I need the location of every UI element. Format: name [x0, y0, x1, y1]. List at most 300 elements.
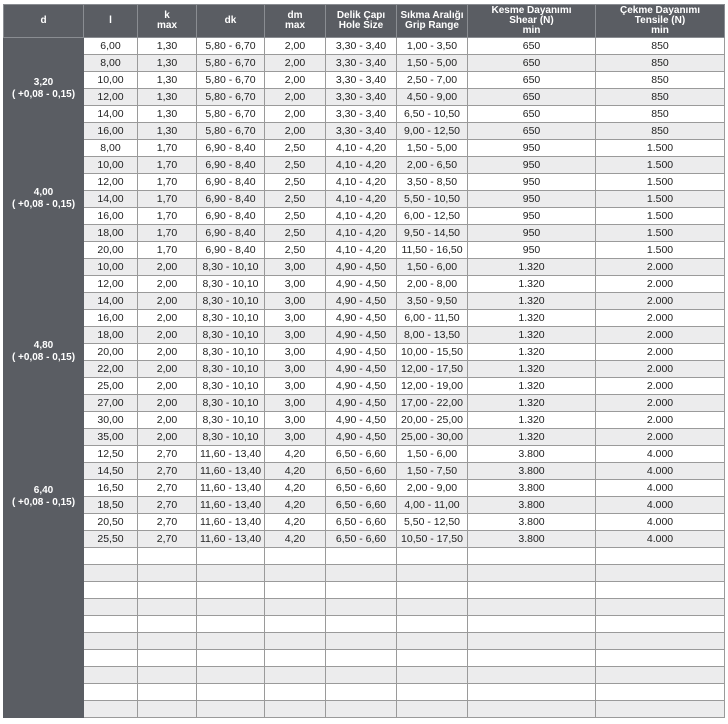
cell-grip-range: 12,00 - 19,00 — [397, 378, 468, 395]
cell-dm-max: 3,00 — [265, 327, 326, 344]
cell-k-max: 1,70 — [138, 225, 197, 242]
cell-tensile: 1.500 — [596, 140, 725, 157]
diameter-group-label: 3,20 ( +0,08 - 0,15) — [4, 38, 84, 140]
table-row — [4, 344, 725, 361]
header-d: d — [4, 5, 84, 38]
cell-shear: 950 — [468, 140, 596, 157]
cell-shear: 650 — [468, 72, 596, 89]
empty-row — [4, 565, 725, 582]
empty-cell — [265, 633, 326, 650]
cell-dm-max: 4,20 — [265, 497, 326, 514]
table-row — [4, 259, 725, 276]
cell-dm-max: 2,00 — [265, 106, 326, 123]
table-body — [4, 38, 725, 718]
cell-l: 14,00 — [84, 106, 138, 123]
cell-tensile: 2.000 — [596, 429, 725, 446]
cell-hole-size: 4,10 - 4,20 — [326, 242, 397, 259]
header-shear: Kesme Dayanımı Shear (N) min — [468, 5, 596, 38]
empty-row — [4, 616, 725, 633]
empty-cell — [468, 565, 596, 582]
empty-cell — [265, 565, 326, 582]
cell-tensile: 850 — [596, 123, 725, 140]
cell-k-max: 1,70 — [138, 208, 197, 225]
cell-l: 10,00 — [84, 259, 138, 276]
cell-grip-range: 4,50 - 9,00 — [397, 89, 468, 106]
table-row — [4, 429, 725, 446]
empty-cell — [138, 701, 197, 718]
cell-grip-range: 8,00 - 13,50 — [397, 327, 468, 344]
cell-dm-max: 3,00 — [265, 293, 326, 310]
cell-k-max: 1,70 — [138, 242, 197, 259]
empty-cell — [596, 684, 725, 701]
cell-l: 18,00 — [84, 225, 138, 242]
header-l: l — [84, 5, 138, 38]
cell-l: 14,00 — [84, 191, 138, 208]
empty-cell — [265, 548, 326, 565]
empty-cell — [197, 667, 265, 684]
cell-l: 20,50 — [84, 514, 138, 531]
cell-tensile: 1.500 — [596, 242, 725, 259]
cell-k-max: 2,00 — [138, 276, 197, 293]
cell-grip-range: 1,50 - 5,00 — [397, 55, 468, 72]
table-row — [4, 242, 725, 259]
empty-cell — [397, 633, 468, 650]
empty-cell — [197, 582, 265, 599]
cell-grip-range: 10,50 - 17,50 — [397, 531, 468, 548]
cell-shear: 1.320 — [468, 412, 596, 429]
cell-l: 8,00 — [84, 55, 138, 72]
empty-cell — [326, 650, 397, 667]
cell-hole-size: 4,90 - 4,50 — [326, 395, 397, 412]
table-row — [4, 89, 725, 106]
empty-row — [4, 684, 725, 701]
cell-shear: 3.800 — [468, 446, 596, 463]
cell-dk: 8,30 - 10,10 — [197, 293, 265, 310]
cell-l: 30,00 — [84, 412, 138, 429]
empty-cell — [84, 548, 138, 565]
cell-grip-range: 12,00 - 17,50 — [397, 361, 468, 378]
cell-dk: 6,90 - 8,40 — [197, 225, 265, 242]
cell-dk: 6,90 - 8,40 — [197, 208, 265, 225]
cell-shear: 1.320 — [468, 310, 596, 327]
cell-dk: 5,80 - 6,70 — [197, 106, 265, 123]
cell-shear: 1.320 — [468, 293, 596, 310]
cell-k-max: 2,00 — [138, 259, 197, 276]
cell-k-max: 2,70 — [138, 497, 197, 514]
cell-dm-max: 3,00 — [265, 412, 326, 429]
header-k-max: k max — [138, 5, 197, 38]
cell-k-max: 1,30 — [138, 106, 197, 123]
cell-k-max: 2,00 — [138, 344, 197, 361]
empty-row — [4, 633, 725, 650]
cell-l: 25,50 — [84, 531, 138, 548]
cell-grip-range: 2,00 - 9,00 — [397, 480, 468, 497]
cell-k-max: 2,70 — [138, 514, 197, 531]
cell-dm-max: 4,20 — [265, 446, 326, 463]
cell-hole-size: 3,30 - 3,40 — [326, 55, 397, 72]
header-grip-range: Sıkma Aralığı Grip Range — [397, 5, 468, 38]
empty-cell — [84, 616, 138, 633]
cell-shear: 650 — [468, 89, 596, 106]
cell-shear: 950 — [468, 208, 596, 225]
cell-hole-size: 3,30 - 3,40 — [326, 123, 397, 140]
cell-shear: 1.320 — [468, 429, 596, 446]
empty-cell — [326, 565, 397, 582]
cell-dm-max: 2,50 — [265, 208, 326, 225]
cell-shear: 1.320 — [468, 361, 596, 378]
empty-cell — [326, 667, 397, 684]
cell-hole-size: 4,10 - 4,20 — [326, 174, 397, 191]
cell-dm-max: 4,20 — [265, 463, 326, 480]
empty-cell — [265, 684, 326, 701]
cell-dk: 8,30 - 10,10 — [197, 344, 265, 361]
table-row — [4, 361, 725, 378]
cell-tensile: 4.000 — [596, 480, 725, 497]
cell-grip-range: 3,50 - 8,50 — [397, 174, 468, 191]
empty-cell — [138, 667, 197, 684]
cell-k-max: 1,70 — [138, 191, 197, 208]
cell-k-max: 1,70 — [138, 140, 197, 157]
table-row — [4, 395, 725, 412]
cell-shear: 1.320 — [468, 276, 596, 293]
cell-dm-max: 3,00 — [265, 259, 326, 276]
table-row — [4, 480, 725, 497]
cell-l: 22,00 — [84, 361, 138, 378]
cell-hole-size: 4,90 - 4,50 — [326, 276, 397, 293]
empty-cell — [138, 650, 197, 667]
diameter-group-label: 4,80 ( +0,08 - 0,15) — [4, 259, 84, 446]
cell-dk: 8,30 - 10,10 — [197, 429, 265, 446]
cell-k-max: 2,00 — [138, 293, 197, 310]
cell-grip-range: 25,00 - 30,00 — [397, 429, 468, 446]
cell-grip-range: 2,00 - 6,50 — [397, 157, 468, 174]
table-row — [4, 123, 725, 140]
cell-grip-range: 1,50 - 6,00 — [397, 446, 468, 463]
empty-cell — [138, 582, 197, 599]
cell-k-max: 2,00 — [138, 378, 197, 395]
cell-dk: 5,80 - 6,70 — [197, 55, 265, 72]
cell-dm-max: 4,20 — [265, 514, 326, 531]
cell-dm-max: 2,00 — [265, 72, 326, 89]
cell-tensile: 1.500 — [596, 191, 725, 208]
cell-dm-max: 3,00 — [265, 395, 326, 412]
cell-l: 12,50 — [84, 446, 138, 463]
cell-dm-max: 2,50 — [265, 225, 326, 242]
cell-dk: 8,30 - 10,10 — [197, 361, 265, 378]
cell-shear: 950 — [468, 242, 596, 259]
cell-hole-size: 6,50 - 6,60 — [326, 497, 397, 514]
cell-l: 6,00 — [84, 38, 138, 55]
cell-shear: 1.320 — [468, 259, 596, 276]
cell-grip-range: 3,50 - 9,50 — [397, 293, 468, 310]
table-row — [4, 191, 725, 208]
empty-cell — [265, 701, 326, 718]
empty-cell — [326, 599, 397, 616]
cell-grip-range: 1,00 - 3,50 — [397, 38, 468, 55]
cell-l: 16,00 — [84, 208, 138, 225]
cell-shear: 1.320 — [468, 378, 596, 395]
empty-cell — [197, 565, 265, 582]
cell-hole-size: 4,90 - 4,50 — [326, 344, 397, 361]
cell-hole-size: 4,90 - 4,50 — [326, 378, 397, 395]
cell-shear: 3.800 — [468, 480, 596, 497]
cell-grip-range: 2,50 - 7,00 — [397, 72, 468, 89]
cell-k-max: 2,00 — [138, 395, 197, 412]
cell-dm-max: 2,00 — [265, 38, 326, 55]
cell-dk: 6,90 - 8,40 — [197, 157, 265, 174]
cell-k-max: 2,00 — [138, 327, 197, 344]
cell-shear: 950 — [468, 225, 596, 242]
header-row — [4, 5, 725, 38]
empty-cell — [265, 667, 326, 684]
cell-dk: 8,30 - 10,10 — [197, 259, 265, 276]
cell-l: 35,00 — [84, 429, 138, 446]
empty-cell — [397, 548, 468, 565]
empty-cell — [84, 701, 138, 718]
cell-l: 18,50 — [84, 497, 138, 514]
table-row — [4, 514, 725, 531]
cell-hole-size: 4,90 - 4,50 — [326, 429, 397, 446]
cell-hole-size: 4,90 - 4,50 — [326, 310, 397, 327]
cell-grip-range: 6,00 - 12,50 — [397, 208, 468, 225]
cell-shear: 650 — [468, 123, 596, 140]
cell-grip-range: 4,00 - 11,00 — [397, 497, 468, 514]
cell-dm-max: 2,50 — [265, 140, 326, 157]
cell-grip-range: 17,00 - 22,00 — [397, 395, 468, 412]
cell-dm-max: 2,00 — [265, 89, 326, 106]
cell-hole-size: 4,10 - 4,20 — [326, 140, 397, 157]
cell-l: 14,50 — [84, 463, 138, 480]
empty-cell — [84, 565, 138, 582]
empty-cell — [84, 633, 138, 650]
cell-k-max: 2,70 — [138, 446, 197, 463]
empty-cell — [326, 582, 397, 599]
cell-tensile: 2.000 — [596, 395, 725, 412]
empty-cell — [265, 582, 326, 599]
cell-grip-range: 9,00 - 12,50 — [397, 123, 468, 140]
table-row — [4, 208, 725, 225]
empty-cell — [596, 616, 725, 633]
cell-tensile: 1.500 — [596, 157, 725, 174]
table-row — [4, 327, 725, 344]
cell-dm-max: 4,20 — [265, 531, 326, 548]
cell-tensile: 2.000 — [596, 361, 725, 378]
empty-group-cell — [4, 548, 84, 718]
cell-hole-size: 4,90 - 4,50 — [326, 412, 397, 429]
cell-hole-size: 4,90 - 4,50 — [326, 361, 397, 378]
empty-cell — [397, 667, 468, 684]
cell-l: 16,00 — [84, 310, 138, 327]
empty-cell — [468, 701, 596, 718]
empty-cell — [84, 667, 138, 684]
empty-cell — [468, 548, 596, 565]
table-row — [4, 531, 725, 548]
empty-cell — [197, 599, 265, 616]
diameter-group-label: 4,00 ( +0,08 - 0,15) — [4, 140, 84, 259]
cell-k-max: 1,70 — [138, 157, 197, 174]
empty-cell — [468, 616, 596, 633]
cell-shear: 950 — [468, 174, 596, 191]
cell-l: 12,00 — [84, 174, 138, 191]
cell-dk: 8,30 - 10,10 — [197, 395, 265, 412]
table-row — [4, 55, 725, 72]
cell-dm-max: 3,00 — [265, 344, 326, 361]
cell-grip-range: 6,00 - 11,50 — [397, 310, 468, 327]
cell-k-max: 2,00 — [138, 361, 197, 378]
empty-cell — [197, 616, 265, 633]
cell-grip-range: 6,50 - 10,50 — [397, 106, 468, 123]
cell-tensile: 850 — [596, 106, 725, 123]
empty-row — [4, 667, 725, 684]
cell-shear: 650 — [468, 106, 596, 123]
cell-k-max: 1,70 — [138, 174, 197, 191]
table-row — [4, 446, 725, 463]
empty-cell — [596, 701, 725, 718]
cell-hole-size: 3,30 - 3,40 — [326, 72, 397, 89]
cell-l: 20,00 — [84, 344, 138, 361]
cell-shear: 3.800 — [468, 514, 596, 531]
empty-cell — [84, 582, 138, 599]
cell-tensile: 2.000 — [596, 378, 725, 395]
table-row — [4, 463, 725, 480]
cell-k-max: 2,00 — [138, 429, 197, 446]
cell-hole-size: 4,10 - 4,20 — [326, 225, 397, 242]
cell-tensile: 2.000 — [596, 344, 725, 361]
cell-k-max: 2,70 — [138, 531, 197, 548]
empty-cell — [468, 582, 596, 599]
cell-hole-size: 4,10 - 4,20 — [326, 208, 397, 225]
cell-l: 14,00 — [84, 293, 138, 310]
empty-row — [4, 650, 725, 667]
empty-cell — [397, 701, 468, 718]
cell-hole-size: 4,10 - 4,20 — [326, 157, 397, 174]
cell-dk: 8,30 - 10,10 — [197, 310, 265, 327]
cell-shear: 650 — [468, 55, 596, 72]
empty-cell — [596, 633, 725, 650]
cell-dm-max: 3,00 — [265, 310, 326, 327]
cell-tensile: 850 — [596, 38, 725, 55]
cell-dk: 5,80 - 6,70 — [197, 38, 265, 55]
cell-dm-max: 2,50 — [265, 174, 326, 191]
cell-k-max: 1,30 — [138, 38, 197, 55]
table-row — [4, 412, 725, 429]
table-row — [4, 293, 725, 310]
cell-grip-range: 9,50 - 14,50 — [397, 225, 468, 242]
empty-cell — [596, 667, 725, 684]
cell-dm-max: 3,00 — [265, 378, 326, 395]
cell-l: 10,00 — [84, 72, 138, 89]
cell-tensile: 4.000 — [596, 463, 725, 480]
header-dk: dk — [197, 5, 265, 38]
empty-cell — [468, 633, 596, 650]
cell-l: 16,00 — [84, 123, 138, 140]
cell-dm-max: 3,00 — [265, 429, 326, 446]
cell-shear: 1.320 — [468, 327, 596, 344]
empty-cell — [326, 616, 397, 633]
table-row — [4, 378, 725, 395]
header-dm-max: dm max — [265, 5, 326, 38]
empty-cell — [197, 548, 265, 565]
empty-cell — [468, 650, 596, 667]
empty-cell — [138, 684, 197, 701]
cell-dk: 11,60 - 13,40 — [197, 531, 265, 548]
cell-tensile: 1.500 — [596, 208, 725, 225]
empty-cell — [197, 701, 265, 718]
empty-cell — [265, 616, 326, 633]
cell-hole-size: 6,50 - 6,60 — [326, 446, 397, 463]
cell-dm-max: 2,50 — [265, 157, 326, 174]
cell-hole-size: 6,50 - 6,60 — [326, 531, 397, 548]
empty-row — [4, 599, 725, 616]
cell-l: 12,00 — [84, 89, 138, 106]
cell-grip-range: 1,50 - 6,00 — [397, 259, 468, 276]
cell-tensile: 2.000 — [596, 412, 725, 429]
empty-cell — [468, 684, 596, 701]
cell-tensile: 4.000 — [596, 514, 725, 531]
cell-l: 27,00 — [84, 395, 138, 412]
empty-row — [4, 701, 725, 718]
cell-hole-size: 3,30 - 3,40 — [326, 38, 397, 55]
empty-cell — [138, 548, 197, 565]
table-row — [4, 225, 725, 242]
header-hole-size: Delik Çapı Hole Size — [326, 5, 397, 38]
cell-l: 18,00 — [84, 327, 138, 344]
empty-cell — [397, 582, 468, 599]
empty-cell — [84, 684, 138, 701]
cell-dk: 6,90 - 8,40 — [197, 191, 265, 208]
cell-tensile: 2.000 — [596, 259, 725, 276]
cell-dk: 11,60 - 13,40 — [197, 446, 265, 463]
cell-l: 12,00 — [84, 276, 138, 293]
table-row — [4, 310, 725, 327]
cell-grip-range: 2,00 - 8,00 — [397, 276, 468, 293]
cell-grip-range: 1,50 - 5,00 — [397, 140, 468, 157]
empty-cell — [397, 616, 468, 633]
table-row — [4, 106, 725, 123]
cell-dm-max: 2,50 — [265, 242, 326, 259]
cell-l: 20,00 — [84, 242, 138, 259]
cell-l: 16,50 — [84, 480, 138, 497]
blind-rivet-spec-table — [3, 4, 725, 718]
empty-cell — [397, 565, 468, 582]
cell-tensile: 850 — [596, 89, 725, 106]
empty-cell — [84, 599, 138, 616]
cell-tensile: 2.000 — [596, 276, 725, 293]
cell-hole-size: 6,50 - 6,60 — [326, 514, 397, 531]
cell-k-max: 2,70 — [138, 480, 197, 497]
cell-dk: 11,60 - 13,40 — [197, 463, 265, 480]
table-row — [4, 140, 725, 157]
table-row — [4, 497, 725, 514]
cell-dk: 5,80 - 6,70 — [197, 123, 265, 140]
cell-tensile: 1.500 — [596, 225, 725, 242]
cell-dk: 6,90 - 8,40 — [197, 174, 265, 191]
empty-cell — [596, 650, 725, 667]
empty-cell — [197, 633, 265, 650]
cell-shear: 3.800 — [468, 531, 596, 548]
cell-hole-size: 3,30 - 3,40 — [326, 106, 397, 123]
empty-row — [4, 582, 725, 599]
cell-grip-range: 20,00 - 25,00 — [397, 412, 468, 429]
cell-dm-max: 3,00 — [265, 276, 326, 293]
cell-dk: 11,60 - 13,40 — [197, 497, 265, 514]
cell-l: 8,00 — [84, 140, 138, 157]
cell-shear: 3.800 — [468, 463, 596, 480]
cell-tensile: 4.000 — [596, 531, 725, 548]
empty-cell — [397, 599, 468, 616]
cell-hole-size: 6,50 - 6,60 — [326, 463, 397, 480]
cell-l: 10,00 — [84, 157, 138, 174]
